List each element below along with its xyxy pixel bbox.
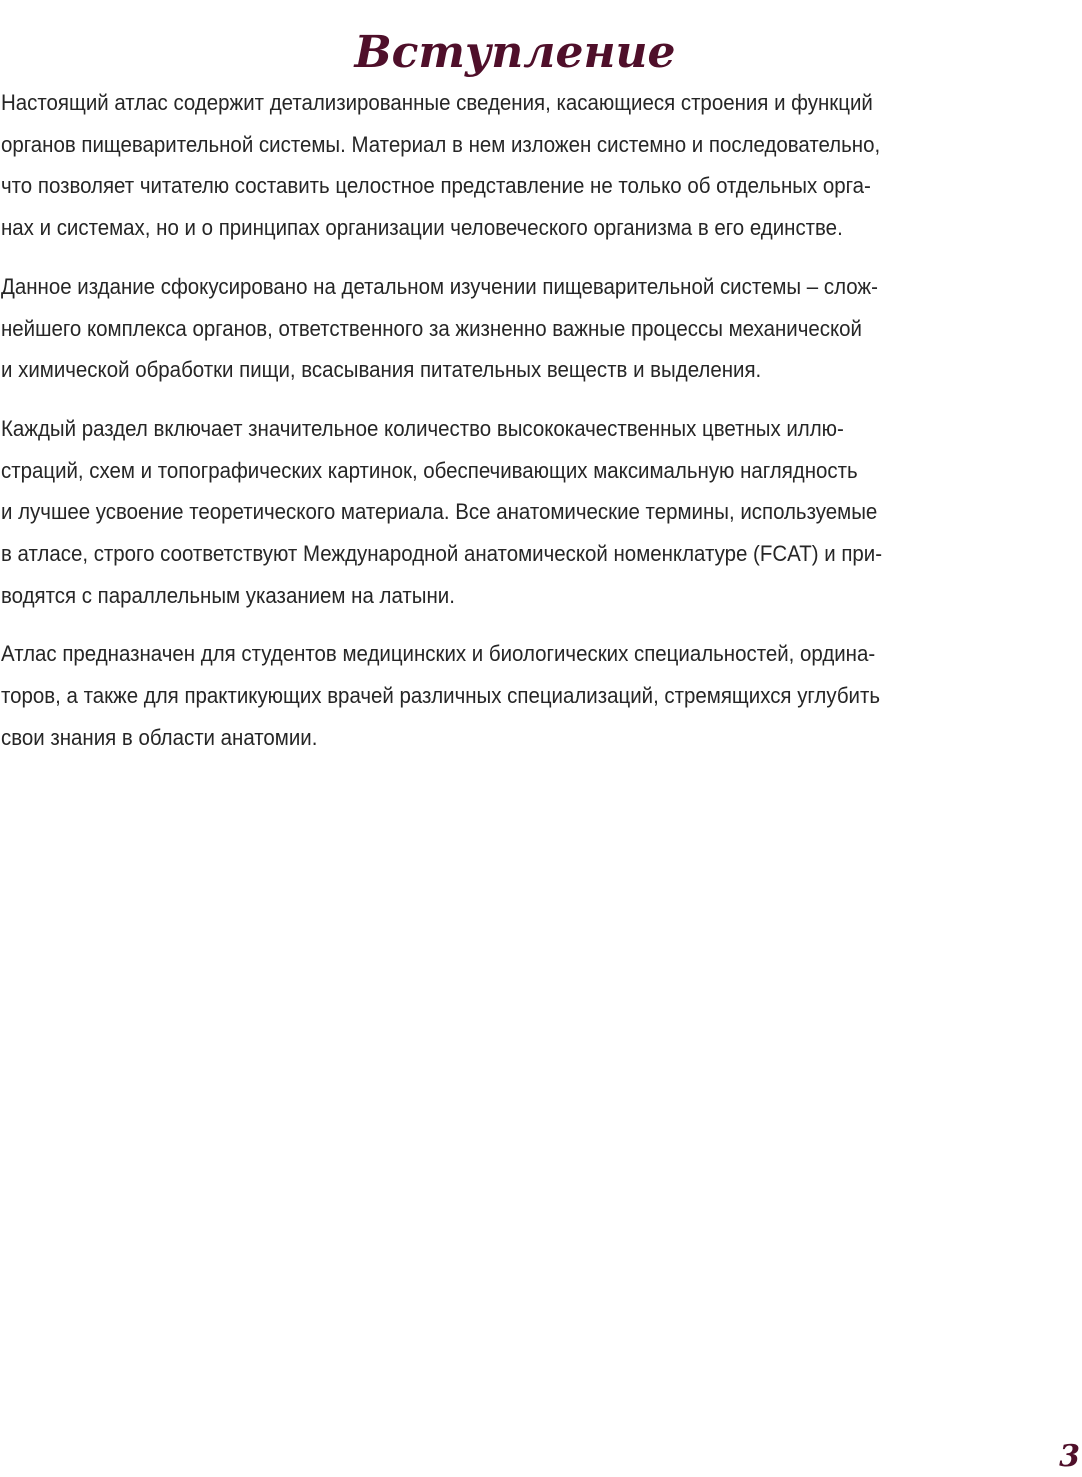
text-line: свои знания в области анатомии. <box>1 724 318 750</box>
text-line: нейшего комплекса органов, ответственного за жизненно важные процессы механической <box>1 315 862 341</box>
paragraph-2 <box>1 266 959 391</box>
text-line: в атласе, строго соответствуют Международной анатомической номенклатуре (FCAT) и при- <box>1 541 883 567</box>
text-line: органов пищеварительной системы. Материал в нем изложен системно и последовательно, <box>1 131 881 157</box>
text-line: что позволяет читателю составить целостное представление не только об отдельных орга- <box>1 173 871 199</box>
text-line: Каждый раздел включает значительное количество высококачественных цветных иллю- <box>1 415 844 441</box>
text-line: и лучшее усвоение теоретического материала. Все анатомические термины, используемые <box>1 499 878 525</box>
page-number: 3 <box>1059 1439 1080 1474</box>
paragraph-3 <box>1 408 959 617</box>
text-line: Настоящий атлас содержит детализированные сведения, касающиеся строения и функций <box>1 90 873 115</box>
text-line: торов, а также для практикующих врачей различных специализаций, стремящихся углубить <box>1 683 881 709</box>
text-line: страций, схем и топографических картинок, обеспечивающих максимальную наглядность <box>1 457 858 483</box>
paragraph-4 <box>1 633 959 758</box>
paragraph-1 <box>1 82 959 249</box>
text-line: водятся с параллельным указанием на латыни. <box>1 582 455 608</box>
text-line: Атлас предназначен для студентов медицинских и биологических специальностей, ордина- <box>1 641 876 667</box>
page-title: Вступление <box>354 27 676 79</box>
text-line: нах и системах, но и о принципах организации человеческого организма в его единстве. <box>1 215 843 241</box>
text-line: и химической обработки пищи, всасывания питательных веществ и выделения. <box>1 357 762 383</box>
body-text <box>1 82 959 776</box>
text-line: Данное издание сфокусировано на детальном изучении пищеварительной системы – слож- <box>1 273 878 299</box>
